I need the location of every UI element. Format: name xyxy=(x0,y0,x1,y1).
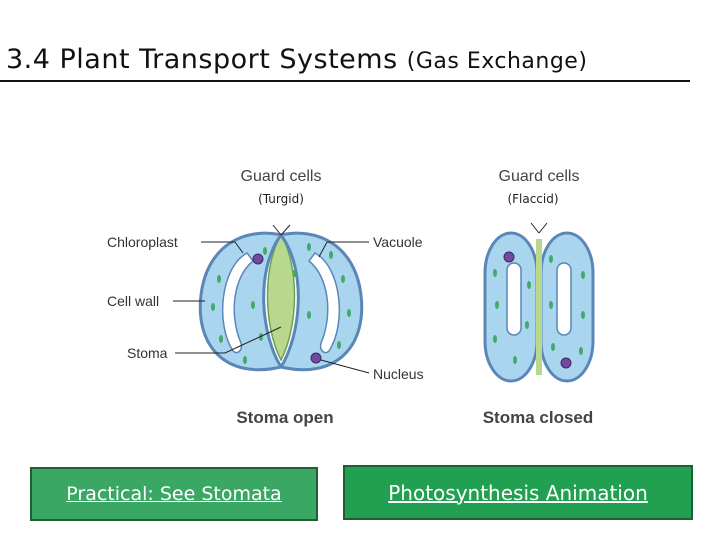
slide-title xyxy=(6,44,587,75)
title-main: 3.4 Plant Transport Systems xyxy=(6,44,398,75)
stoma-closed-caption: Stoma closed xyxy=(482,408,594,427)
right-state-label: (Flaccid) xyxy=(507,192,559,206)
closed-left-nucleus xyxy=(504,252,514,262)
open-right-nucleus xyxy=(311,353,321,363)
open-stoma xyxy=(200,233,362,370)
stomata-diagram xyxy=(95,155,615,440)
closed-stoma xyxy=(485,233,593,381)
stoma-label: Stoma xyxy=(127,345,168,361)
cell-wall-label: Cell wall xyxy=(107,293,160,309)
closed-right-nucleus xyxy=(561,358,571,368)
nucleus-label: Nucleus xyxy=(373,366,424,382)
left-guard-cells-heading: Guard cells xyxy=(240,168,322,185)
photosynthesis-animation-button[interactable] xyxy=(343,465,693,520)
practical-button-label: Practical: See Stomata xyxy=(66,483,282,505)
stoma-open-caption: Stoma open xyxy=(236,408,334,427)
chloroplast-label: Chloroplast xyxy=(107,234,178,250)
title-subtitle: (Gas Exchange) xyxy=(406,49,588,74)
animation-button-label: Photosynthesis Animation xyxy=(388,480,648,505)
left-state-label: (Turgid) xyxy=(258,192,304,206)
closed-right-vacuole xyxy=(557,263,571,335)
title-underline xyxy=(0,80,690,82)
vacuole-label: Vacuole xyxy=(373,234,423,250)
open-left-nucleus xyxy=(253,254,263,264)
closed-left-vacuole xyxy=(507,263,521,335)
practical-see-stomata-button[interactable] xyxy=(30,467,318,521)
right-guard-cells-heading: Guard cells xyxy=(498,168,580,185)
closed-stoma-pore xyxy=(536,239,542,375)
